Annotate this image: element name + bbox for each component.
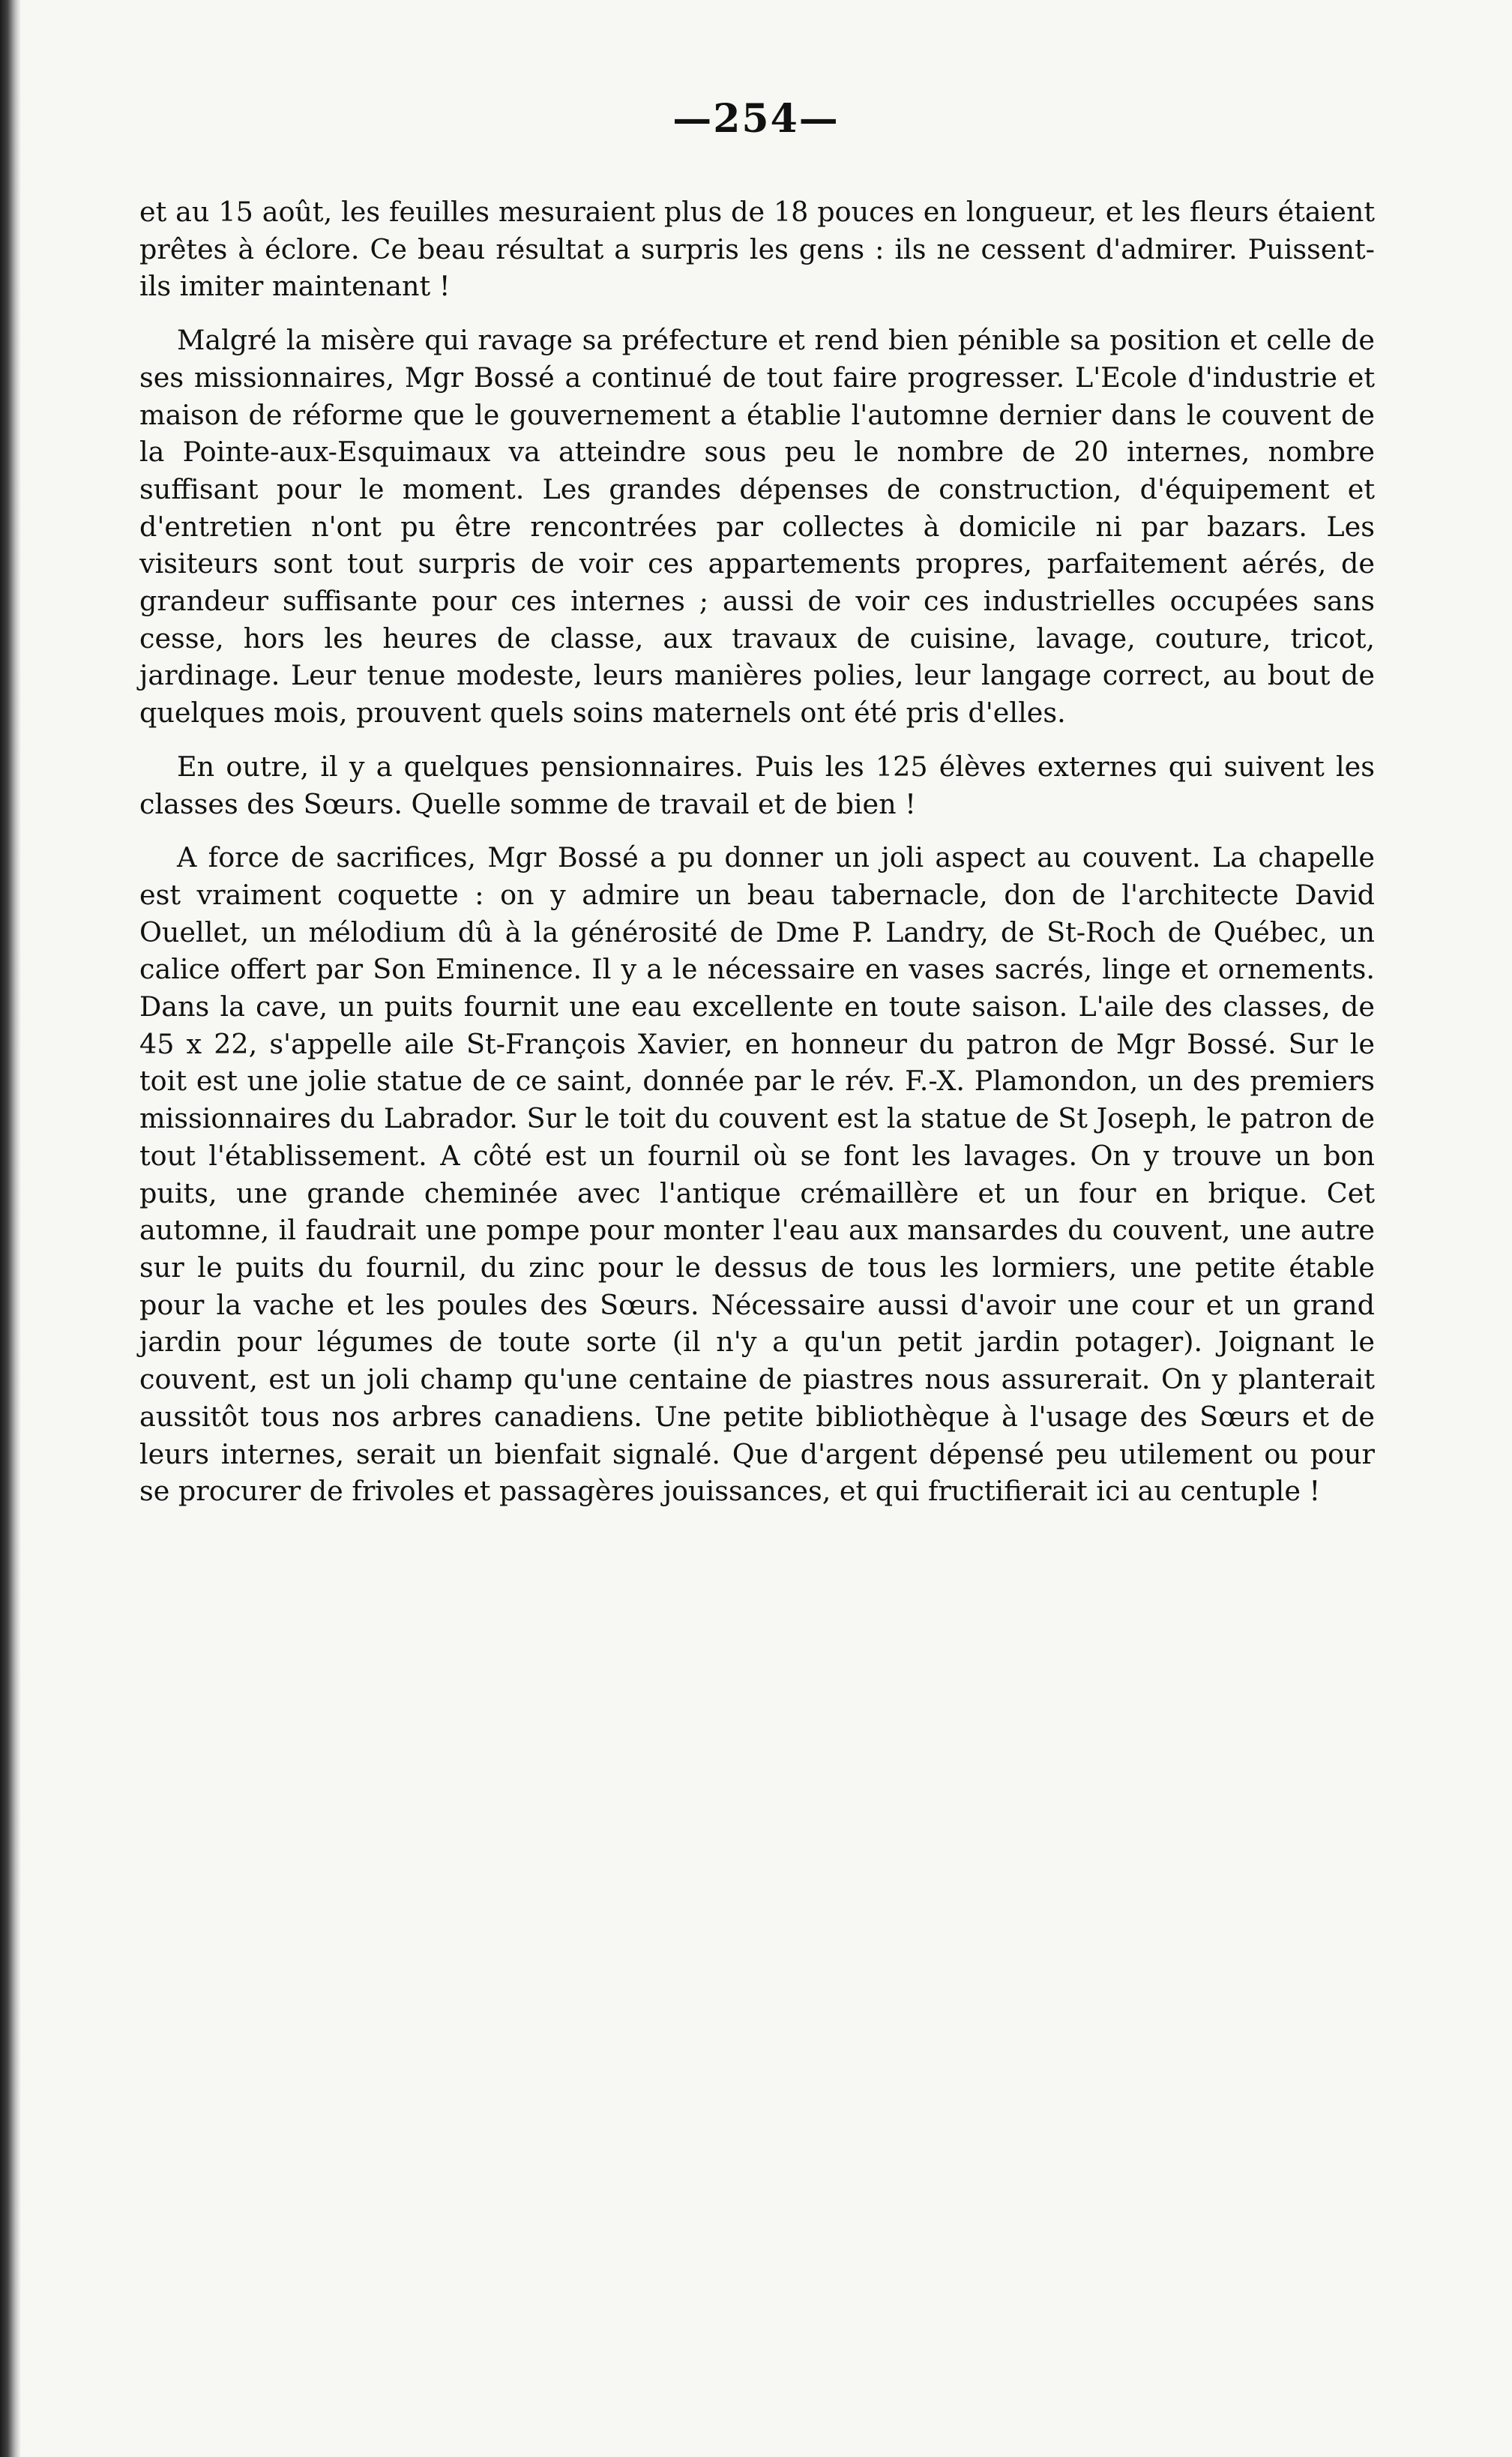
page-number: —254— <box>672 96 840 142</box>
paragraph: et au 15 août, les feuilles mesuraient plus de 18 pouces en longueur, et les fleurs étaient prêtes à éclore. Ce beau résultat a surpris les gens : ils ne cessent d'admirer. Puissent-ils imiter maintenant ! <box>139 196 1375 303</box>
body-text <box>139 193 1375 1527</box>
paragraph: A force de sacrifices, Mgr Bossé a pu donner un joli aspect au couvent. La chapelle est vraiment coquette : on y admire un beau tabernacle, don de l'architecte David Ouellet, un mélodium dû à la générosité de Dme P. Landry, de St-Roch de Québec, un calice offert par Son Eminence. Il y a le nécessaire en vases sacrés, linge et ornements. Dans la cave, un puits fournit une eau excellente en toute saison. L'aile des classes, de 45 x 22, s'appelle aile St-François Xavier, en honneur du patron de Mgr Bossé. Sur le toit est une jolie statue de ce saint, donnée par le rév. F.-X. Plamondon, un des premiers missionnaires du Labrador. Sur le toit du couvent est la statue de St Joseph, le patron de tout l'établissement. A côté est un fournil où se font les lavages. On y trouve un bon puits, une grande cheminée avec l'antique crémaillère et un four en brique. Cet automne, il faudrait une pompe pour monter l'eau aux mansardes du couvent, une autre sur le puits du fournil, du zinc pour le dessus de tous les lormiers, une petite étable pour la vache et les poules des Sœurs. Nécessaire aussi d'avoir une cour et un grand jardin pour légumes de toute sorte (il n'y a qu'un petit jardin potager). Joignant le couvent, est un joli champ qu'une centaine de piastres nous assurerait. On y planterait aussitôt tous nos arbres canadiens. Une petite bibliothèque à l'usage des Sœurs et de leurs internes, serait un bienfait signalé. Que d'argent dépensé peu utilement ou pour se procurer de frivoles et passagères jouissances, et qui fructifierait ici au centuple ! <box>139 841 1375 1508</box>
paragraph: En outre, il y a quelques pensionnaires. Puis les 125 élèves externes qui suivent les classes des Sœurs. Quelle somme de travail et de bien ! <box>139 750 1375 820</box>
scan-binding-edge <box>0 0 21 2457</box>
paragraph: Malgré la misère qui ravage sa préfecture et rend bien pénible sa position et celle de ses missionnaires, Mgr Bossé a continué de tout faire progresser. L'Ecole d'industrie et maison de réforme que le gouvernement a établie l'automne dernier dans le couvent de la Pointe-aux-Esquimaux va atteindre sous peu le nombre de 20 internes, nombre suffisant pour le moment. Les grandes dépenses de construction, d'équipement et d'entretien n'ont pu être rencontrées par collectes à domicile ni par bazars. Les visiteurs sont tout surpris de voir ces appartements propres, parfaitement aérés, de grandeur suffisante pour ces internes ; aussi de voir ces industrielles occupées sans cesse, hors les heures de classe, aux travaux de cuisine, lavage, couture, tricot, jardinage. Leur tenue modeste, leurs manières polies, leur langage correct, au bout de quelques mois, prouvent quels soins maternels ont été pris d'elles. <box>139 324 1375 730</box>
